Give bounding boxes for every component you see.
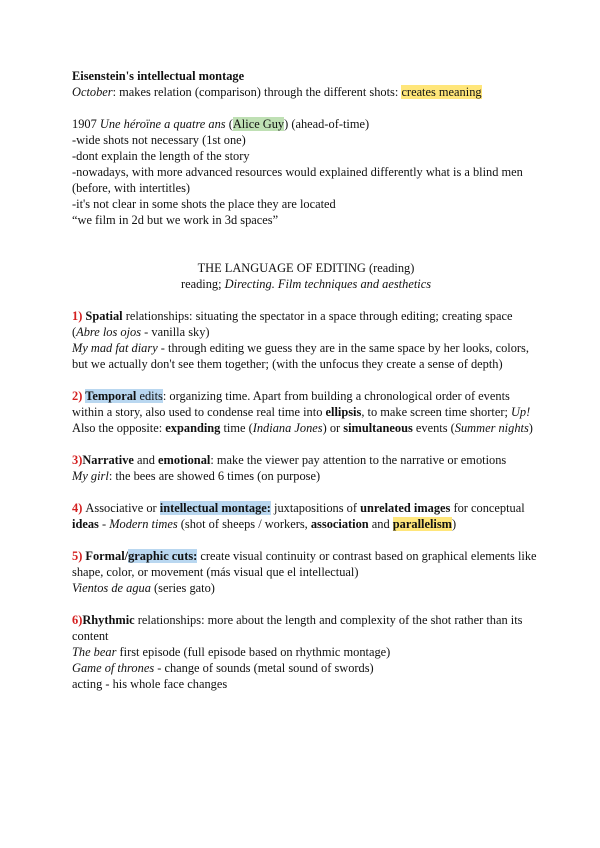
term-spatial: Spatial xyxy=(85,309,123,323)
item-number: 6) xyxy=(72,613,83,627)
item-number: 4) xyxy=(72,501,86,515)
film-title: Une héroïne a quatre ans xyxy=(99,117,226,131)
item-rhythmic: 6)Rhythmic relationships: more about the length and complexity of the shot rather than its xyxy=(72,613,523,627)
film-title: The bear xyxy=(72,645,117,659)
note-line: My mad fat diary - through editing we guess they are in the same space by her looks, colors, xyxy=(72,341,529,355)
film-title: My mad fat diary xyxy=(72,341,158,355)
item-formal-graphic: 5) Formal/graphic cuts: create visual continuity or contrast based on graphical elements like xyxy=(72,549,537,563)
item-number: 3) xyxy=(72,453,83,467)
note-line: -wide shots not necessary (1st one) xyxy=(72,133,246,147)
note-line: acting - his whole face changes xyxy=(72,677,228,691)
section-subheading: reading; Directing. Film techniques and aesthetics xyxy=(180,277,432,291)
note-line: Game of thrones - change of sounds (metal sound of swords) xyxy=(72,661,374,675)
term-intellectual-montage: intellectual montage: xyxy=(159,501,271,515)
item-narrative: 3)Narrative and emotional: make the viewer pay attention to the narrative or emotions xyxy=(72,453,507,467)
october-note: October: makes relation (comparison) through the different shots: creates meaning xyxy=(72,85,482,99)
film-title: Up! xyxy=(510,405,531,419)
item-spatial: 1) Spatial relationships: situating the spectator in a space through editing; creating space xyxy=(72,309,513,323)
film-title: Summer nights xyxy=(454,421,529,435)
note-line: My girl: the bees are showed 6 times (on purpose) xyxy=(72,469,321,483)
term-temporal: Temporal xyxy=(85,389,137,403)
film-title: October xyxy=(72,85,113,99)
note-line: (Abre los ojos - vanilla sky) xyxy=(72,325,210,339)
item-temporal: 2) Temporal edits: organizing time. Apart from building a chronological order of events xyxy=(72,389,510,403)
highlight-parallelism: parallelism xyxy=(392,517,452,531)
quote-line: “we film in 2d but we work in 3d spaces” xyxy=(72,213,279,227)
item-number: 5) xyxy=(72,549,86,563)
note-line: Also the opposite: expanding time (Indiana Jones) or simultaneous events (Summer nights) xyxy=(72,421,533,435)
note-line: Vientos de agua (series gato) xyxy=(72,581,215,595)
note-line: The bear first episode (full episode based on rhythmic montage) xyxy=(72,645,391,659)
film-title: Game of thrones xyxy=(72,661,155,675)
heroine-note: 1907 Une héroïne a quatre ans (Alice Guy) (ahead-of-time) xyxy=(72,117,370,131)
highlight-director: Alice Guy xyxy=(232,117,285,131)
section-heading: THE LANGUAGE OF EDITING (reading) xyxy=(197,261,415,275)
term-graphic-cuts: graphic cuts: xyxy=(128,549,198,563)
film-title: My girl xyxy=(72,469,109,483)
film-title: Modern times xyxy=(109,517,178,531)
item-number: 2) xyxy=(72,389,86,403)
note-line: -dont explain the length of the story xyxy=(72,149,250,163)
page-title: Eisenstein's intellectual montage xyxy=(72,69,245,83)
note-line: content xyxy=(72,629,109,643)
item-associative: 4) Associative or intellectual montage: juxtapositions of unrelated images for conceptual xyxy=(72,501,525,515)
film-title: Indiana Jones xyxy=(252,421,323,435)
note-line: within a story, also used to condense real time into ellipsis, to make screen time shorter; Up! xyxy=(72,405,531,419)
note-line: but we actually don't see them together; (with the unfocus they create a sense of depth) xyxy=(72,357,503,371)
film-title: Abre los ojos xyxy=(76,325,142,339)
note-line: -nowadays, with more advanced resources would explained differently what is a blind men xyxy=(72,165,523,179)
note-line: ideas - Modern times (shot of sheeps / workers, association and parallelism) xyxy=(72,517,457,531)
note-line: (before, with intertitles) xyxy=(72,181,191,195)
note-line: shape, color, or movement (más visual que el intellectual) xyxy=(72,565,359,579)
highlight-creates-meaning: creates meaning xyxy=(401,85,482,99)
film-title: Vientos de agua xyxy=(72,581,151,595)
item-number: 1) xyxy=(72,309,86,323)
note-line: -it's not clear in some shots the place they are located xyxy=(72,197,336,211)
